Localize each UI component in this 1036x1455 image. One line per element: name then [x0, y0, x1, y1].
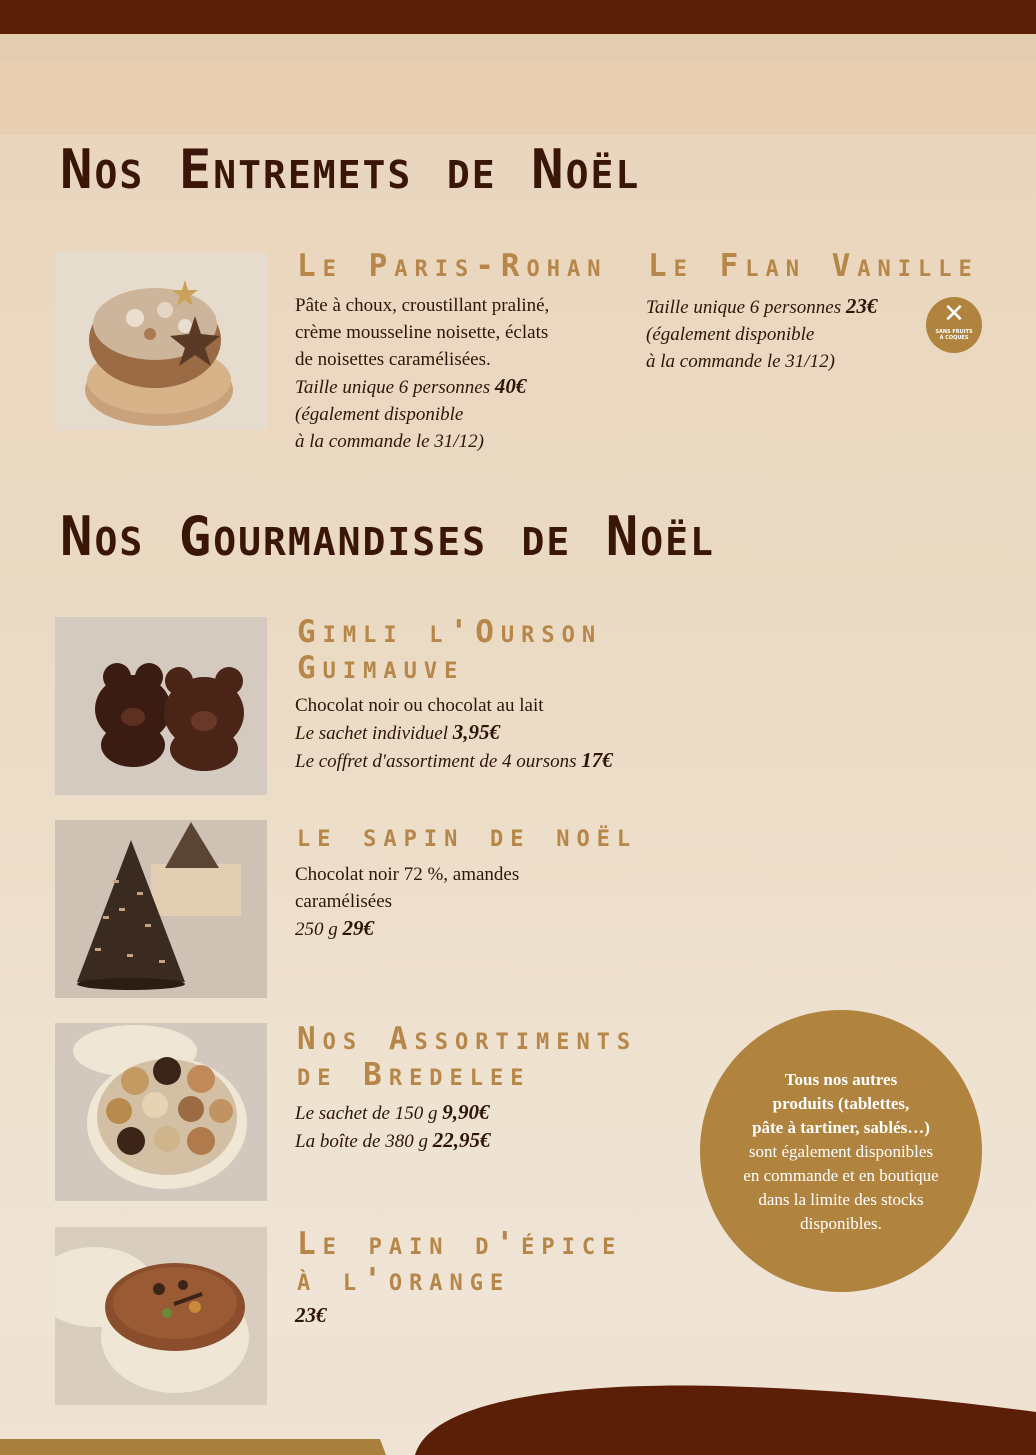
price: 23€ [845, 294, 878, 318]
pain-epice-price-line [295, 1302, 327, 1330]
sapin-description [295, 861, 519, 943]
paris-rohan-description [295, 292, 549, 455]
availability-note: à la commande le 31/12) [646, 351, 835, 372]
info-line: disponibles. [800, 1214, 882, 1233]
weight-label: 250 g [295, 919, 338, 940]
description-line: crème mousseline noisette, éclats [295, 322, 549, 343]
title-line: de Bredelee [297, 1057, 531, 1093]
no-nuts-icon: ✕ [943, 299, 965, 329]
bottom-decoration [0, 1372, 1036, 1455]
gimli-description [295, 692, 613, 775]
gimli-title [297, 614, 602, 686]
title-line: à l'orange [297, 1262, 511, 1298]
price-label: Le coffret d'assortiment de 4 oursons [295, 751, 577, 772]
price-label: Le sachet individuel [295, 723, 449, 744]
description-line: Chocolat noir 72 %, amandes [295, 864, 520, 885]
price: 29€ [342, 916, 374, 940]
info-line: Tous nos autres [784, 1070, 898, 1089]
bredelee-description [295, 1099, 491, 1155]
flan-vanille-title: Le Flan Vanille [648, 248, 979, 284]
price-label: Le sachet de 150 g [295, 1103, 438, 1124]
gimli-photo [55, 617, 267, 795]
info-line: dans la limite des stocks [758, 1190, 924, 1209]
price: 17€ [581, 748, 613, 772]
info-text [722, 1068, 960, 1236]
section-title-gourmandises: Nos Gourmandises de Noël [60, 505, 715, 568]
size-label: Taille unique 6 personnes [295, 377, 491, 398]
info-circle [700, 1010, 982, 1292]
top-bar [0, 0, 1036, 34]
description-line: Chocolat noir ou chocolat au lait [295, 695, 544, 716]
badge-text: SANS FRUITS [935, 329, 973, 335]
nut-free-badge [926, 297, 982, 353]
background-band [0, 60, 1036, 135]
info-line: en commande et en boutique [743, 1166, 939, 1185]
availability-note: à la commande le 31/12) [295, 431, 484, 452]
paris-rohan-title: Le Paris-Rohan [297, 248, 608, 284]
info-line: sont également disponibles [748, 1142, 934, 1161]
title-line: Gimli l'Ourson [297, 614, 603, 650]
availability-note: (également disponible [646, 324, 815, 345]
title-line: Nos Assortiments [297, 1021, 638, 1057]
background-band [0, 34, 1036, 60]
price: 9,90€ [442, 1100, 490, 1124]
description-line: Pâte à choux, croustillant praliné, [295, 295, 550, 316]
sapin-photo [55, 820, 267, 998]
description-line: caramélisées [295, 891, 393, 912]
price: 40€ [494, 374, 527, 398]
price: 3,95€ [452, 720, 501, 744]
availability-note: (également disponible [295, 404, 464, 425]
bredelee-title [297, 1021, 637, 1093]
pain-epice-title [297, 1226, 622, 1298]
info-line: pâte à tartiner, sablés…) [752, 1118, 930, 1137]
price: 23€ [295, 1303, 327, 1327]
info-line: produits (tablettes, [772, 1094, 910, 1113]
section-title-entremets: Nos Entremets de Noël [60, 138, 641, 201]
title-line: Le pain d'épice [297, 1226, 623, 1262]
price-label: La boîte de 380 g [295, 1131, 428, 1152]
paris-rohan-photo [55, 252, 267, 430]
sapin-title: le sapin de noël [297, 818, 638, 854]
description-line: de noisettes caramélisées. [295, 349, 491, 370]
bredelee-photo [55, 1023, 267, 1201]
size-label: Taille unique 6 personnes [646, 297, 842, 318]
price: 22,95€ [432, 1128, 491, 1152]
badge-text: À COQUES [939, 335, 969, 341]
flan-vanille-description [646, 293, 877, 375]
title-line: Guimauve [297, 650, 465, 686]
